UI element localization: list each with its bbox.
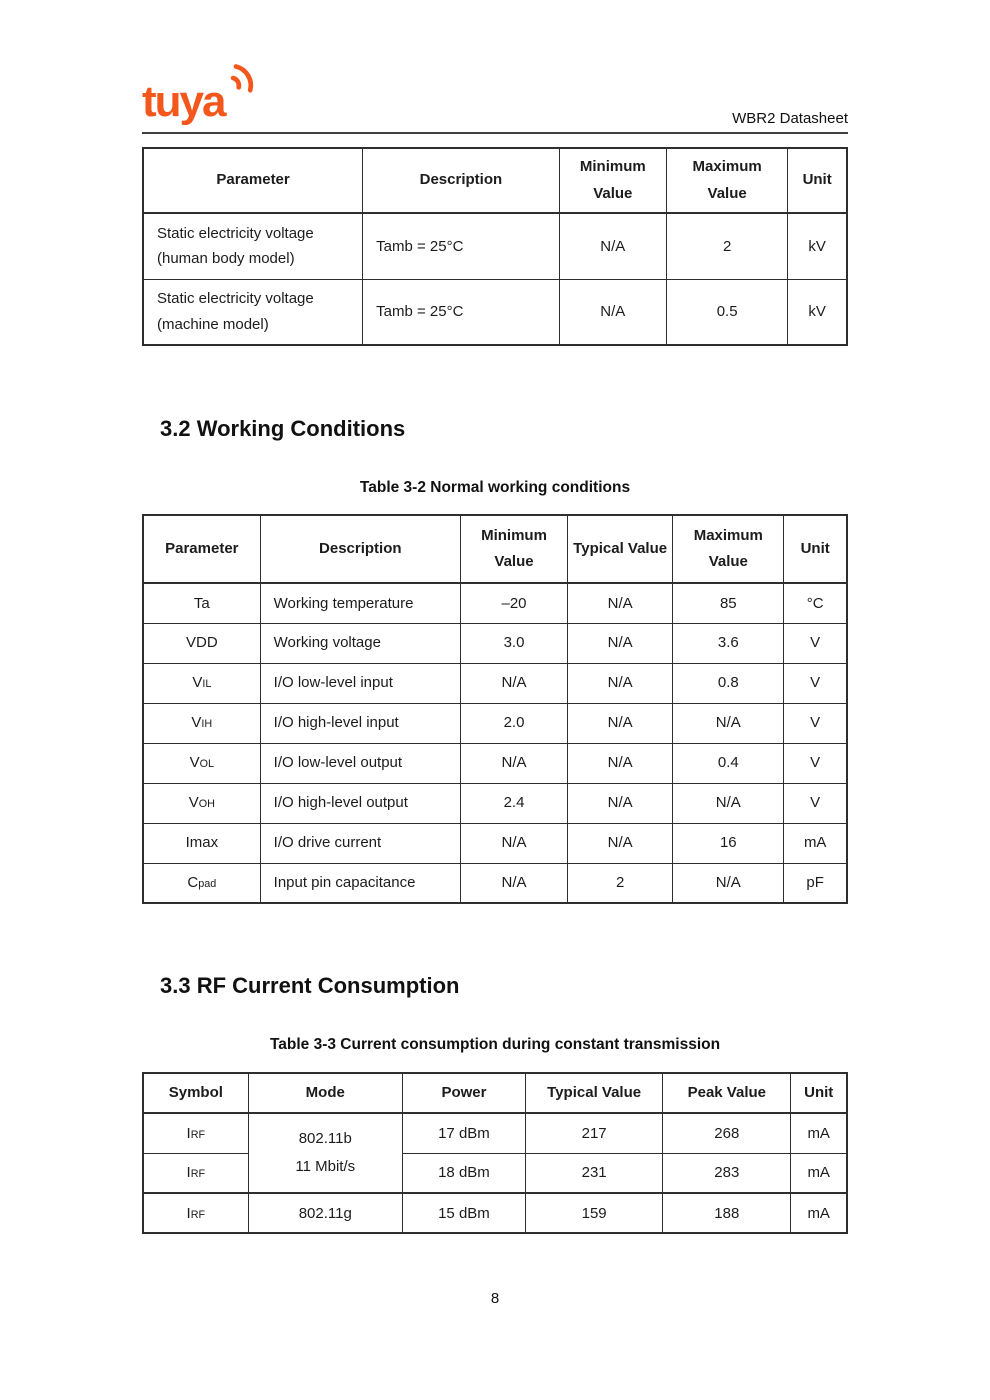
typ-value-cell: N/A — [568, 703, 673, 743]
symbol-cell — [143, 1113, 248, 1153]
parameter-cell — [143, 663, 260, 703]
min-value-cell: 2.0 — [460, 703, 567, 743]
max-value-cell: 2 — [666, 213, 787, 279]
param-subscript: IH — [201, 718, 213, 731]
min-value-cell: –20 — [460, 583, 567, 623]
min-value-cell: N/A — [460, 663, 567, 703]
col-header-typical-value: Typical Value — [526, 1073, 663, 1113]
col-header-typical-value: Typical Value — [568, 515, 673, 583]
param-subscript: IL — [202, 678, 212, 691]
max-value-cell: N/A — [673, 783, 784, 823]
max-value-cell: 85 — [673, 583, 784, 623]
unit-cell: pF — [784, 863, 847, 903]
col-header-description: Description — [363, 148, 560, 213]
col-header-power: Power — [402, 1073, 525, 1113]
param-symbol: Ta — [193, 594, 210, 612]
symbol-subscript: RF — [190, 1168, 206, 1181]
param-symbol: VDD — [185, 634, 218, 652]
symbol-cell — [143, 1153, 248, 1193]
unit-cell: mA — [791, 1193, 847, 1233]
description-cell: I/O high-level output — [260, 783, 460, 823]
param-symbol: C — [187, 874, 199, 892]
symbol-base: I — [186, 1164, 191, 1182]
col-header-maximum-value: Maximum Value — [666, 148, 787, 213]
col-header-unit: Unit — [784, 515, 847, 583]
col-header-symbol: Symbol — [143, 1073, 248, 1113]
min-value-cell: N/A — [460, 743, 567, 783]
mode-cell-merged — [248, 1113, 402, 1193]
symbol-base: I — [186, 1204, 191, 1222]
param-subscript: pad — [198, 878, 217, 891]
min-value-cell: N/A — [559, 279, 666, 345]
parameter-cell: Static electricity voltage (machine model) — [143, 279, 363, 345]
section-heading-3-2: 3.2 Working Conditions — [160, 416, 406, 441]
col-header-mode: Mode — [248, 1073, 402, 1113]
table-row — [143, 863, 847, 903]
table-header-row — [143, 148, 847, 213]
description-cell: Input pin capacitance — [260, 863, 460, 903]
param-symbol: V — [188, 794, 199, 812]
table-3-3-caption: Table 3-3 Current consumption during constant transmission — [269, 1036, 721, 1054]
symbol-cell — [143, 1193, 248, 1233]
description-cell: I/O high-level input — [260, 703, 460, 743]
max-value-cell: N/A — [673, 863, 784, 903]
parameter-cell — [143, 743, 260, 783]
unit-cell: °C — [784, 583, 847, 623]
col-header-parameter: Parameter — [143, 148, 363, 213]
description-cell: Working temperature — [260, 583, 460, 623]
section-heading-3-3: 3.3 RF Current Consumption — [160, 973, 460, 999]
param-subscript: OH — [198, 798, 215, 811]
parameter-cell — [143, 783, 260, 823]
col-header-parameter: Parameter — [143, 515, 260, 583]
col-header-unit: Unit — [791, 1073, 847, 1113]
peak-value-cell: 268 — [663, 1113, 791, 1153]
param-symbol: V — [189, 754, 200, 772]
param-symbol: V — [192, 674, 203, 692]
parameter-cell — [143, 823, 260, 863]
peak-value-cell: 283 — [663, 1153, 791, 1193]
power-cell: 15 dBm — [402, 1193, 525, 1233]
description-cell: Working voltage — [260, 623, 460, 663]
unit-cell: V — [784, 743, 847, 783]
min-value-cell: N/A — [559, 213, 666, 279]
symbol-subscript: RF — [190, 1128, 206, 1141]
unit-cell: kV — [788, 213, 847, 279]
unit-cell: V — [784, 703, 847, 743]
table-row — [143, 213, 847, 279]
description-cell: I/O drive current — [260, 823, 460, 863]
unit-cell: V — [784, 663, 847, 703]
table-row — [143, 703, 847, 743]
table-header-row — [143, 1073, 847, 1113]
parameter-cell — [143, 863, 260, 903]
min-value-cell: N/A — [460, 823, 567, 863]
peak-value-cell: 188 — [663, 1193, 791, 1233]
description-cell: Tamb = 25°C — [363, 213, 560, 279]
parameter-cell: Static electricity voltage (human body model) — [143, 213, 363, 279]
tuya-logo-text: tuya — [142, 77, 225, 126]
wifi-signal-icon — [223, 57, 264, 96]
param-subscript: OL — [199, 758, 215, 771]
typical-value-cell: 217 — [526, 1113, 663, 1153]
typical-value-cell: 231 — [526, 1153, 663, 1193]
typ-value-cell: 2 — [568, 863, 673, 903]
table-row — [143, 743, 847, 783]
col-header-unit: Unit — [788, 148, 847, 213]
table-row — [143, 783, 847, 823]
description-cell: Tamb = 25°C — [363, 279, 560, 345]
unit-cell: kV — [788, 279, 847, 345]
mode-line-1: 802.11b — [298, 1129, 352, 1147]
typ-value-cell: N/A — [568, 583, 673, 623]
table-row — [143, 279, 847, 345]
power-cell: 18 dBm — [402, 1153, 525, 1193]
table-row — [143, 1193, 847, 1233]
power-cell: 17 dBm — [402, 1113, 525, 1153]
unit-cell: mA — [784, 823, 847, 863]
page-header — [142, 0, 848, 134]
table-row — [143, 623, 847, 663]
description-cell: I/O low-level input — [260, 663, 460, 703]
unit-cell: V — [784, 783, 847, 823]
typical-value-cell: 159 — [526, 1193, 663, 1233]
working-conditions-table — [142, 514, 848, 904]
typ-value-cell: N/A — [568, 623, 673, 663]
param-symbol: Imax — [185, 834, 219, 852]
symbol-subscript: RF — [190, 1208, 206, 1221]
col-header-minimum-value: Minimum Value — [559, 148, 666, 213]
parameter-cell — [143, 623, 260, 663]
typ-value-cell: N/A — [568, 823, 673, 863]
table-row — [143, 1113, 847, 1153]
max-value-cell: 3.6 — [673, 623, 784, 663]
col-header-description: Description — [260, 515, 460, 583]
table-row — [143, 663, 847, 703]
typ-value-cell: N/A — [568, 743, 673, 783]
page-number: 8 — [490, 1290, 500, 1307]
typ-value-cell: N/A — [568, 783, 673, 823]
param-symbol: V — [191, 714, 202, 732]
symbol-base: I — [186, 1124, 191, 1142]
table-header-row — [143, 515, 847, 583]
min-value-cell: N/A — [460, 863, 567, 903]
tuya-logo — [142, 74, 224, 130]
col-header-peak-value: Peak Value — [663, 1073, 791, 1113]
min-value-cell: 2.4 — [460, 783, 567, 823]
max-value-cell: 16 — [673, 823, 784, 863]
document-title: WBR2 Datasheet — [732, 110, 848, 127]
max-value-cell: 0.4 — [673, 743, 784, 783]
max-value-cell: 0.5 — [666, 279, 787, 345]
mode-line-2: 11 Mbit/s — [295, 1158, 356, 1176]
max-value-cell: N/A — [673, 703, 784, 743]
description-cell: I/O low-level output — [260, 743, 460, 783]
table-3-2-caption: Table 3-2 Normal working conditions — [359, 479, 631, 497]
parameter-cell — [143, 703, 260, 743]
absolute-maximum-table — [142, 147, 848, 346]
table-row — [143, 823, 847, 863]
table-row — [143, 583, 847, 623]
mode-cell: 802.11g — [248, 1193, 402, 1233]
unit-cell: V — [784, 623, 847, 663]
col-header-minimum-value: Minimum Value — [460, 515, 567, 583]
col-header-maximum-value: Maximum Value — [673, 515, 784, 583]
unit-cell: mA — [791, 1113, 847, 1153]
rf-current-table — [142, 1072, 848, 1234]
typ-value-cell: N/A — [568, 663, 673, 703]
unit-cell: mA — [791, 1153, 847, 1193]
max-value-cell: 0.8 — [673, 663, 784, 703]
parameter-cell — [143, 583, 260, 623]
min-value-cell: 3.0 — [460, 623, 567, 663]
